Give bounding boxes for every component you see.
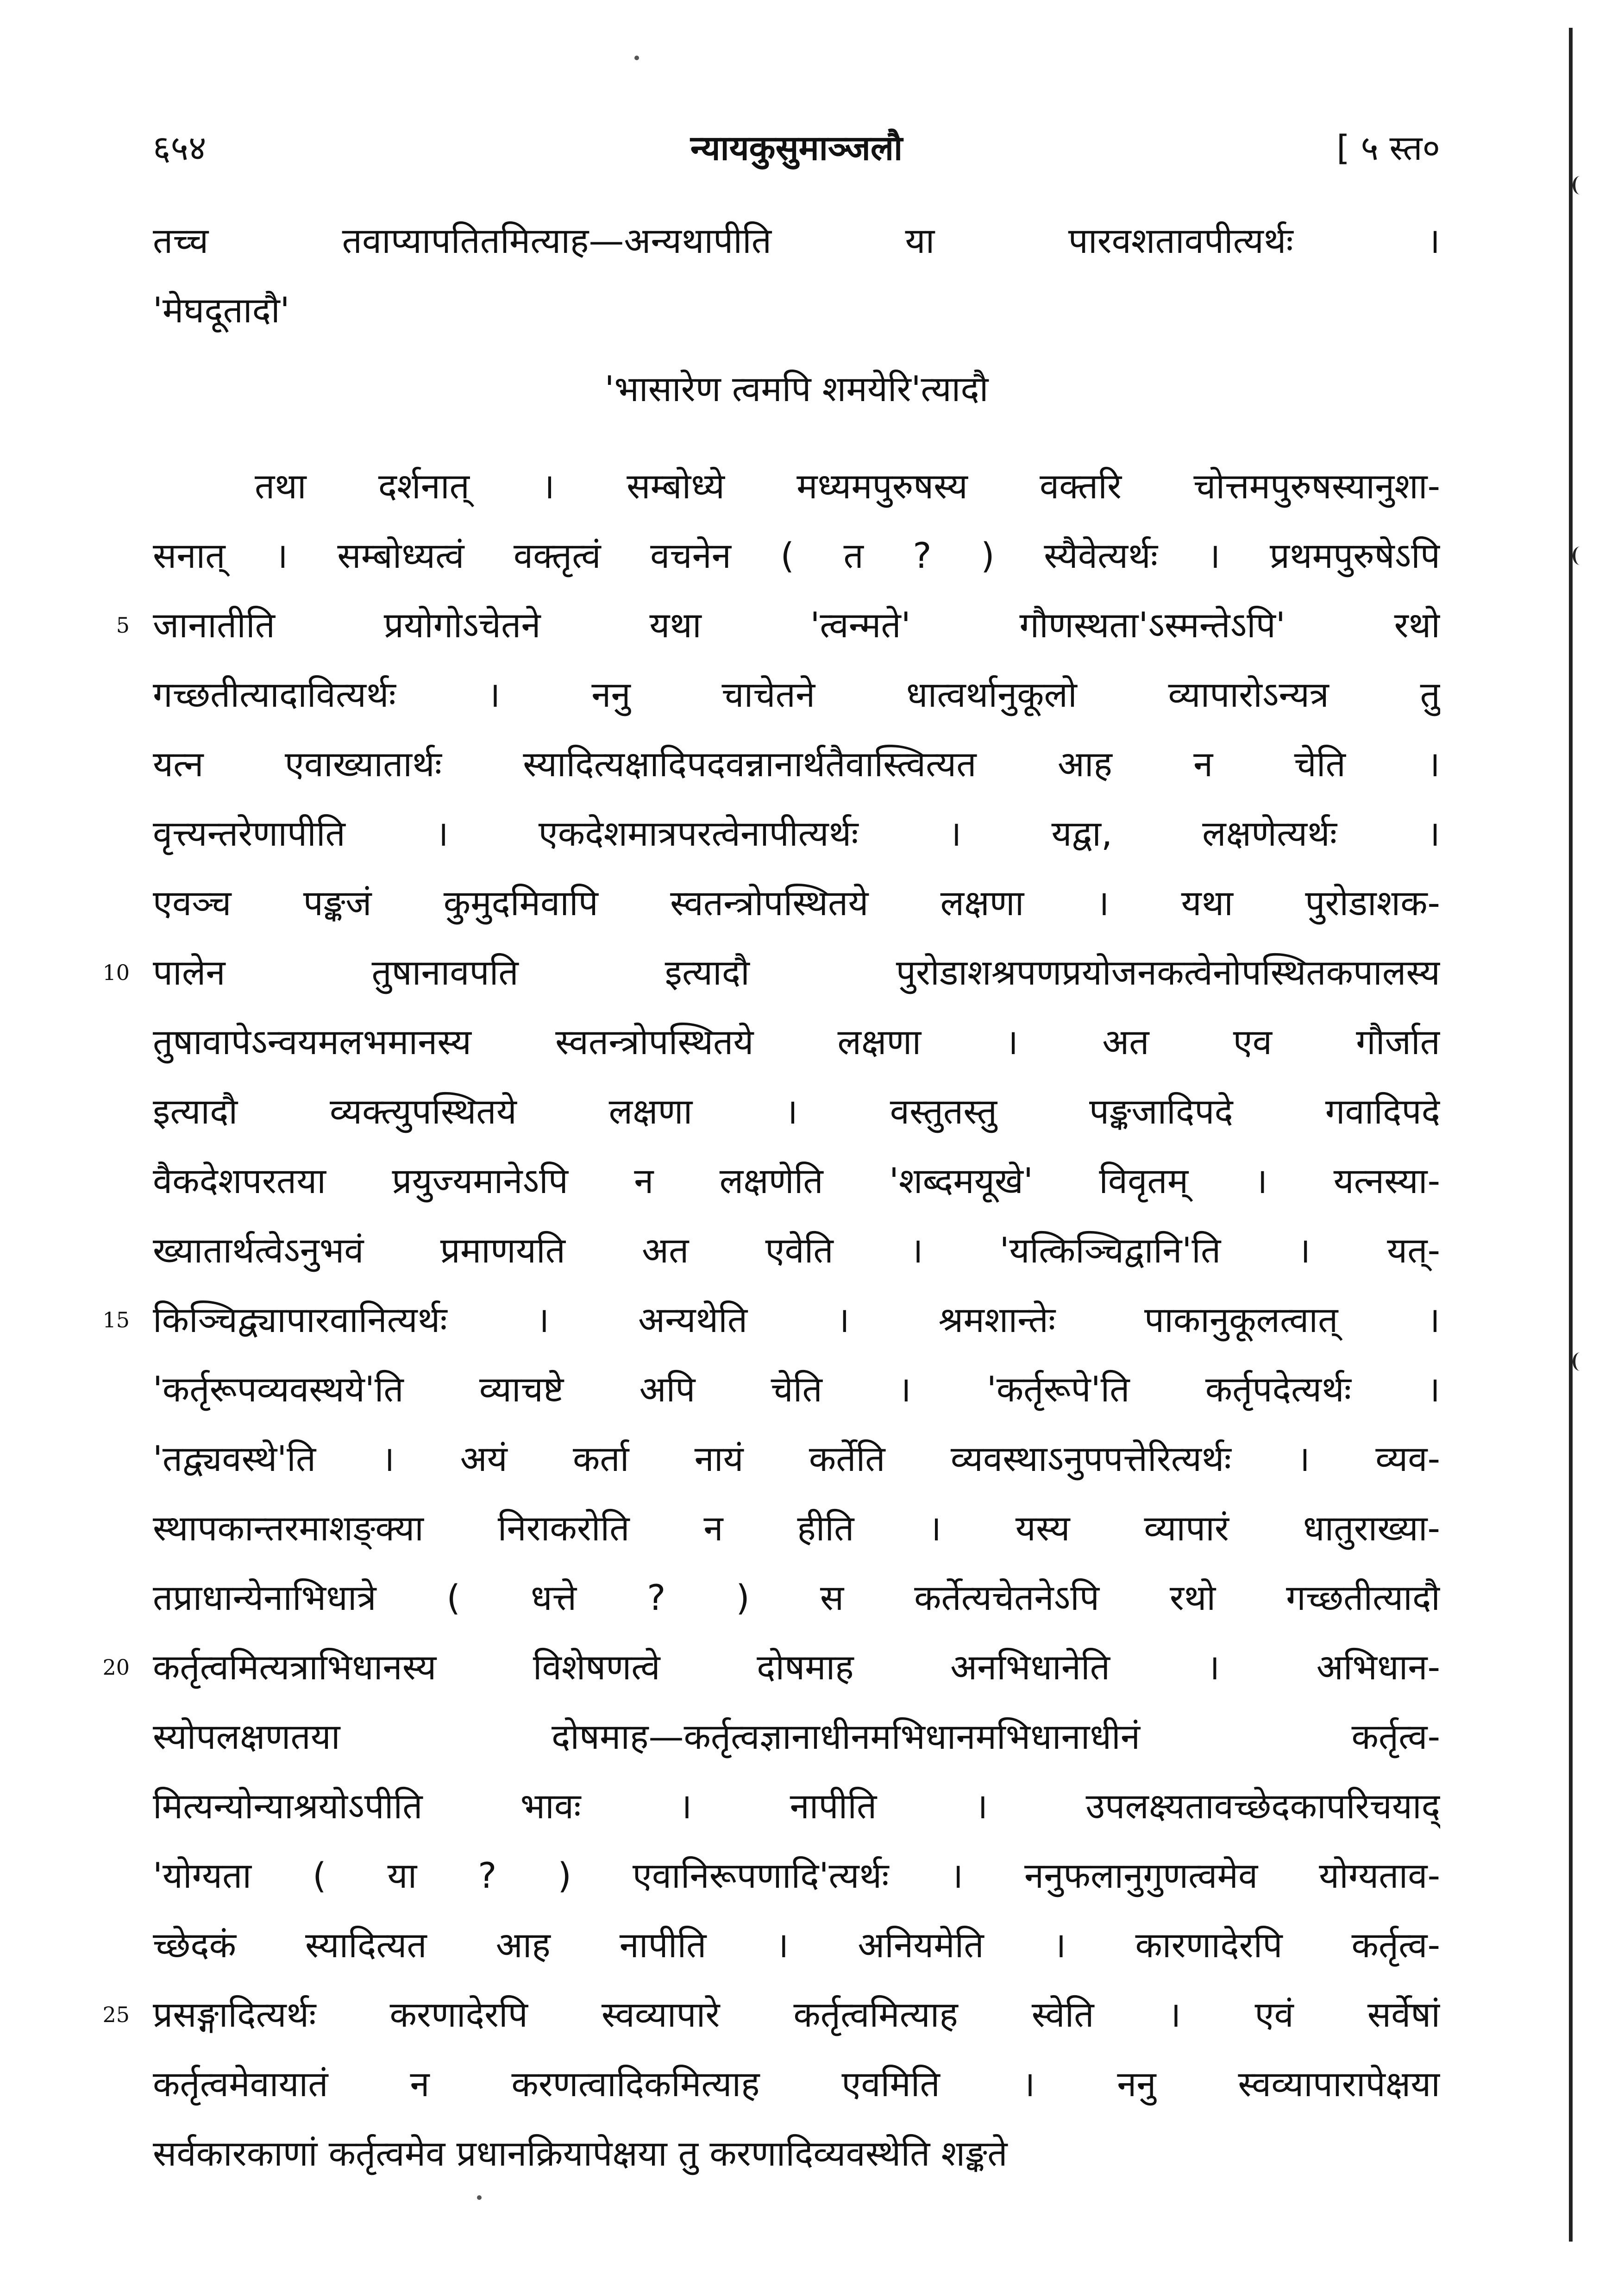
text-line: सर्वकारकाणां कर्तृत्वमेव प्रधानक्रियापेक्षया तु करणादिव्यवस्थेति शङ्कते xyxy=(153,2133,1008,2174)
line-number: 5 xyxy=(116,613,130,638)
binding-mark xyxy=(1573,1352,1587,1371)
text-line: 'मेघदूतादौ' xyxy=(153,289,290,331)
text-line: तुषावापेऽन्वयमलभमानस्य स्वतन्त्रोपस्थितये लक्षणा । अत एव गौर्जात xyxy=(153,1021,1440,1062)
running-title: न्यायकुसुमाञ्जलौ xyxy=(690,128,903,168)
text-line: प्रसङ्गादित्यर्थः करणादेरपि स्वव्यापारे कर्तृत्वमित्याह स्वेति । एवं सर्वेषां xyxy=(153,1994,1440,2035)
binding-edge-line xyxy=(1569,28,1573,2242)
text-line: वृत्त्यन्तरेणापीति । एकदेशमात्रपरत्वेनापीत्यर्थः । यद्वा, लक्षणेत्यर्थः । xyxy=(153,813,1440,854)
text-line: कर्तृत्वमित्यत्राभिधानस्य विशेषणत्वे दोषमाह अनभिधानेति । अभिधान- xyxy=(153,1646,1440,1688)
scan-speck xyxy=(477,2195,482,2200)
text-line: 'योग्यता ( या ? ) एवानिरूपणादि'त्यर्थः । ननुफलानुगुणत्वमेव योग्यताव- xyxy=(153,1855,1440,1896)
section-marker: [ ५ स्त० xyxy=(1336,128,1440,168)
text-line: च्छेदकं स्यादित्यत आह नापीति । अनियमेति । कारणादेरपि कर्तृत्व- xyxy=(153,1924,1440,1966)
text-line: तथा दर्शनात् । सम्बोध्ये मध्यमपुरुषस्य वक्तरि चोत्तमपुरुषस्यानुशा- xyxy=(255,465,1440,507)
verse-quote: 'भासारेण त्वमपि शमयेरि'त्यादौ xyxy=(604,368,989,409)
scan-speck xyxy=(634,56,639,60)
line-number: 20 xyxy=(102,1655,130,1680)
text-line: स्थापकान्तरमाशङ्क्या निराकरोति न हीति । यस्य व्यापारं धातुराख्या- xyxy=(153,1508,1440,1549)
text-line: गच्छतीत्यादावित्यर्थः । ननु चाचेतने धात्वर्थानुकूलो व्यापारोऽन्यत्र तु xyxy=(153,674,1440,715)
text-line: यत्न एवाख्यातार्थः स्यादित्यक्षादिपदवन्नानार्थतैवास्त्वित्यत आह न चेति । xyxy=(153,743,1440,785)
line-number: 15 xyxy=(102,1307,130,1332)
text-line: किञ्चिद्व्यापारवानित्यर्थः । अन्यथेति । श्रमशान्तेः पाकानुकूलत्वात् । xyxy=(153,1299,1440,1340)
text-line: जानातीति प्रयोगोऽचेतने यथा 'त्वन्मते' गौणस्थता'ऽस्मन्तेऽपि' रथो xyxy=(153,604,1440,646)
text-line: पालेन तुषानावपति इत्यादौ पुरोडाशश्रपणप्रयोजनकत्वेनोपस्थितकपालस्य xyxy=(153,952,1440,993)
text-line: एवञ्च पङ्कजं कुमुदमिवापि स्वतन्त्रोपस्थितये लक्षणा । यथा पुरोडाशक- xyxy=(153,882,1440,923)
text-line: कर्तृत्वमेवायातं न करणत्वादिकमित्याह एवमिति । ननु स्वव्यापारापेक्षया xyxy=(153,2063,1440,2104)
text-line: तच्च तवाप्यापतितमित्याह—अन्यथापीति या पारवशतावपीत्यर्थः । xyxy=(153,220,1440,261)
text-line: सनात् । सम्बोध्यत्वं वक्तृत्वं वचनेन ( त ? ) स्यैवेत्यर्थः । प्रथमपुरुषेऽपि xyxy=(153,535,1440,576)
text-line: इत्यादौ व्यक्त्युपस्थितये लक्षणा । वस्तुतस्तु पङ्कजादिपदे गवादिपदे xyxy=(153,1091,1440,1132)
text-line: ख्यातार्थत्वेऽनुभवं प्रमाणयति अत एवेति । 'यत्किञ्चिद्वानि'ति । यत्- xyxy=(153,1230,1440,1271)
text-line: वैकदेशपरतया प्रयुज्यमानेऽपि न लक्षणेति 'शब्दमयूखे' विवृतम् । यत्नस्या- xyxy=(153,1160,1440,1201)
text-line: तप्राधान्येनाभिधात्रे ( धत्ते ? ) स कर्तेत्यचेतनेऽपि रथो गच्छतीत्यादौ xyxy=(153,1577,1440,1618)
line-number: 25 xyxy=(102,2002,130,2027)
text-line: 'तद्व्यवस्थे'ति । अयं कर्ता नायं कर्तेति व्यवस्थाऽनुपपत्तेरित्यर्थः । व्यव- xyxy=(153,1438,1440,1479)
text-line: मित्यन्योन्याश्रयोऽपीति भावः । नापीति । उपलक्ष्यतावच्छेदकापरिचयाद् xyxy=(153,1785,1440,1827)
page-number: ६५४ xyxy=(153,128,207,168)
binding-mark xyxy=(1573,176,1587,195)
running-header xyxy=(153,116,1440,181)
text-line: 'कर्तृरूपव्यवस्थये'ति व्याचष्टे अपि चेति । 'कर्तृरूपे'ति कर्तृपदेत्यर्थः । xyxy=(153,1369,1440,1410)
line-number: 10 xyxy=(102,960,130,985)
binding-mark xyxy=(1573,547,1587,565)
text-line: स्योपलक्षणतया दोषमाह—कर्तृत्वज्ञानाधीनमभिधानमभिधानाधीनं कर्तृत्व- xyxy=(153,1716,1440,1757)
